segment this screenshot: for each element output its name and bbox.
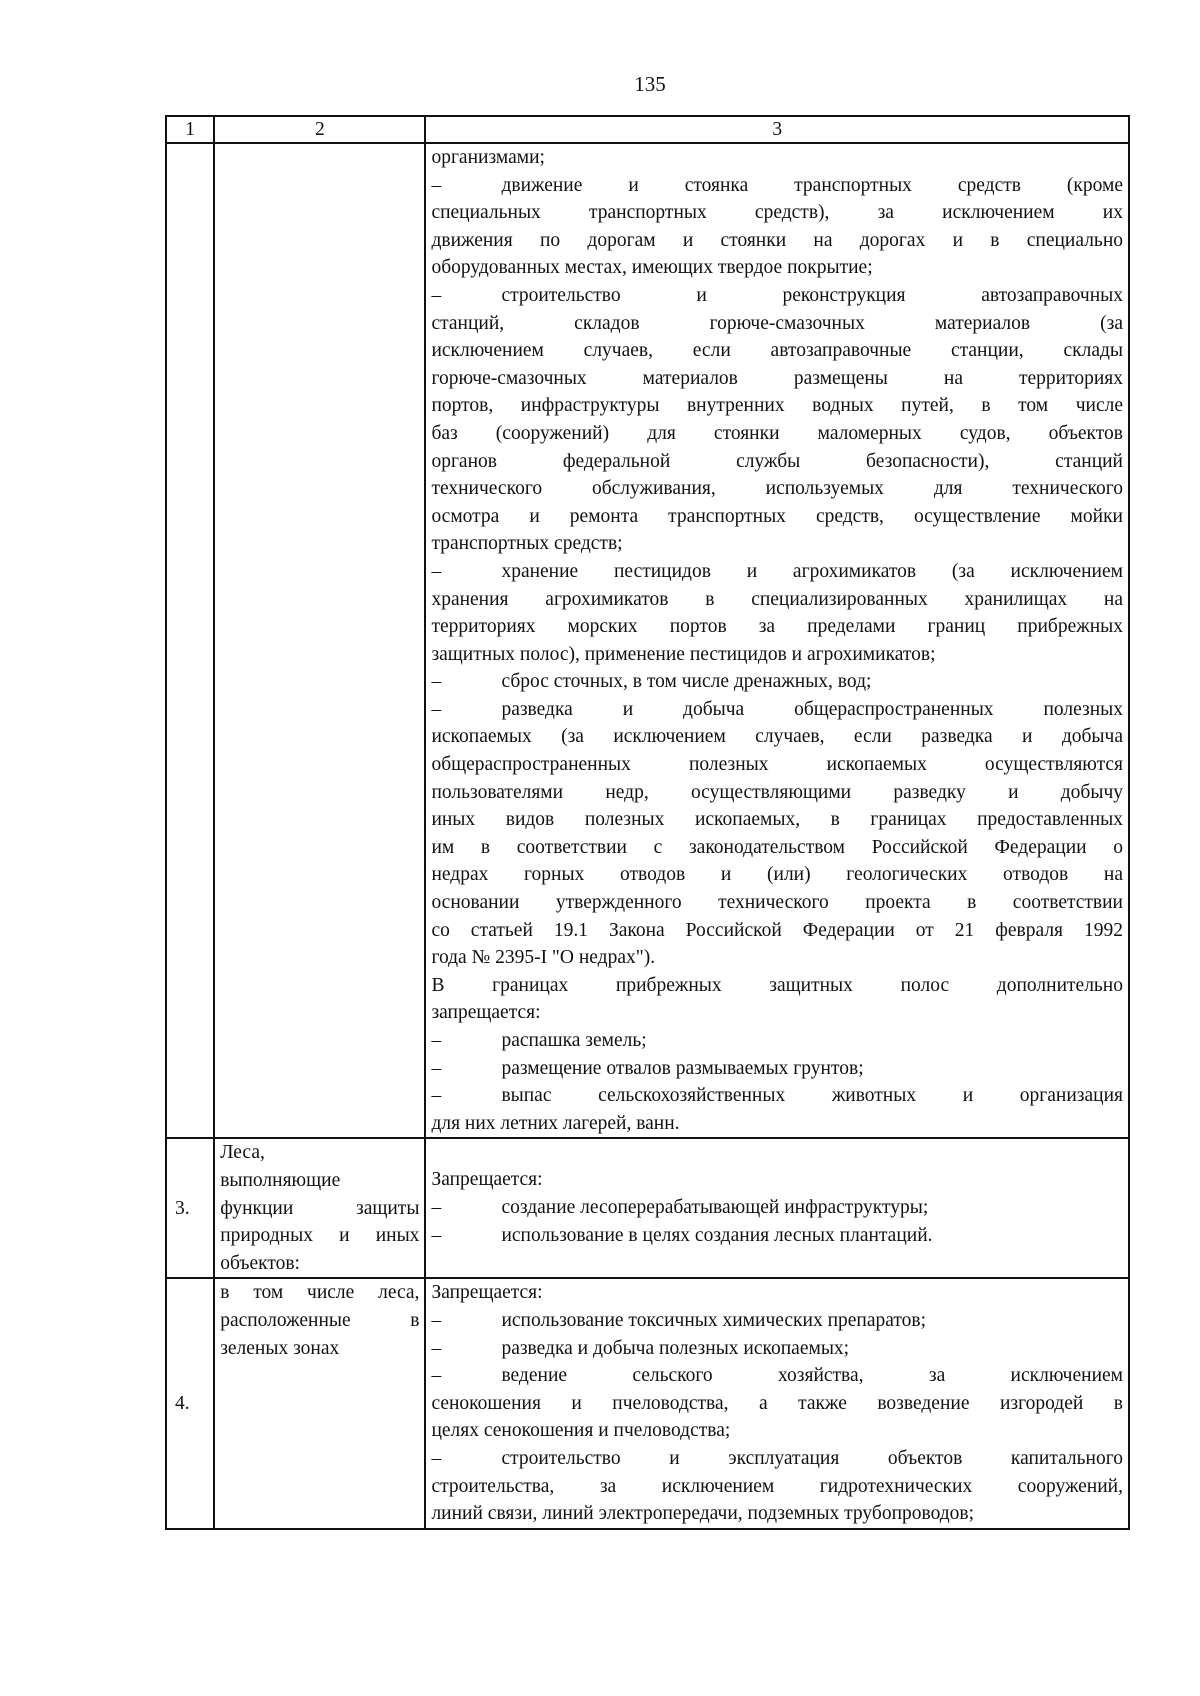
text-line: основании утвержденного технического проекта в соответствии bbox=[431, 892, 1123, 914]
name-line: природных и иных bbox=[220, 1225, 420, 1247]
text-line: пользователями недр, осуществляющими разведку и добычу bbox=[431, 781, 1123, 803]
table-row-continued bbox=[166, 143, 1129, 1138]
list-item-text: использование токсичных химических препаратов; bbox=[501, 1309, 927, 1331]
dash-marker: – bbox=[431, 698, 442, 720]
text-line: запрещается: bbox=[431, 1002, 541, 1024]
text-line: хранения агрохимикатов в специализированных хранилищах на bbox=[431, 588, 1123, 610]
list-item bbox=[431, 1307, 1123, 1335]
dash-marker: – bbox=[431, 1365, 442, 1387]
name-line: выполняющие bbox=[220, 1169, 341, 1191]
page-number: 135 bbox=[634, 72, 666, 96]
list-item bbox=[431, 1222, 1123, 1250]
text-line: движения по дорогам и стоянки на дорогах и в специально bbox=[431, 229, 1123, 251]
text-line: оборудованных местах, имеющих твердое покрытие; bbox=[431, 257, 873, 279]
list-item-text: выпас сельскохозяйственных животных и организация bbox=[501, 1085, 1123, 1107]
list-item bbox=[431, 1027, 1123, 1055]
name-line: функции защиты bbox=[220, 1197, 420, 1219]
row-cont-text bbox=[425, 143, 1129, 1138]
dash-marker: – bbox=[431, 1309, 442, 1331]
header-col-2: 2 bbox=[214, 116, 425, 143]
name-line: в том числе леса, bbox=[220, 1282, 420, 1304]
text-line: территориях морских портов за пределами границ прибрежных bbox=[431, 616, 1123, 638]
text-line: защитных полос), применение пестицидов и агрохимикатов; bbox=[431, 643, 936, 665]
list-item-text: использование в целях создания лесных плантаций. bbox=[501, 1224, 933, 1246]
text-line: общераспространенных полезных ископаемых осуществляются bbox=[431, 754, 1123, 776]
document-table bbox=[165, 115, 1130, 1530]
text-line: технического обслуживания, используемых для технического bbox=[431, 478, 1123, 500]
text-line: строительства, за исключением гидротехнических сооружений, bbox=[431, 1475, 1123, 1497]
list-item-text: ведение сельского хозяйства, за исключением bbox=[501, 1365, 1123, 1387]
text-line: им в соответствии с законодательством Российской Федерации о bbox=[431, 836, 1123, 858]
table-header-row bbox=[166, 116, 1129, 143]
list-item bbox=[431, 558, 1123, 586]
row-4-name bbox=[214, 1278, 425, 1528]
header-col-3: 3 bbox=[425, 116, 1129, 143]
dash-marker: – bbox=[431, 1030, 442, 1051]
dash-marker: – bbox=[431, 1085, 442, 1107]
text-line: целях сенокошения и пчеловодства; bbox=[431, 1420, 731, 1442]
text-line: баз (сооружений) для стоянки маломерных судов, объектов bbox=[431, 422, 1123, 444]
list-item bbox=[431, 1055, 1123, 1083]
list-item-text: движение и стоянка транспортных средств (кроме bbox=[501, 174, 1123, 196]
text-line: исключением случаев, если автозаправочные станции, склады bbox=[431, 340, 1123, 362]
list-item bbox=[431, 1335, 1123, 1363]
text-line: организмами; bbox=[431, 147, 545, 168]
header-col-1: 1 bbox=[166, 116, 214, 143]
list-item-text: размещение отвалов размываемых грунтов; bbox=[501, 1057, 864, 1079]
text-line: Запрещается: bbox=[431, 1282, 543, 1304]
list-item bbox=[431, 1082, 1123, 1110]
list-item-text: хранение пестицидов и агрохимикатов (за исключением bbox=[501, 560, 1123, 582]
text-line: иных видов полезных ископаемых, в границах предоставленных bbox=[431, 809, 1123, 831]
name-line: расположенные в bbox=[220, 1309, 420, 1331]
list-item bbox=[431, 1194, 1123, 1222]
name-line: Леса, bbox=[220, 1142, 265, 1164]
list-item-text: разведка и добыча полезных ископаемых; bbox=[501, 1337, 850, 1359]
dash-marker: – bbox=[431, 671, 442, 693]
text-line: осмотра и ремонта транспортных средств, осуществление мойки bbox=[431, 505, 1123, 527]
text-line: недрах горных отводов и (или) геологических отводов на bbox=[431, 864, 1123, 886]
text-line: линий связи, линий электропередачи, подземных трубопроводов; bbox=[431, 1503, 975, 1525]
text-line: для них летних лагерей, ванн. bbox=[431, 1112, 680, 1134]
text-line: сенокошения и пчеловодства, а также возведение изгородей в bbox=[431, 1392, 1123, 1414]
row-3-name bbox=[214, 1138, 425, 1278]
list-item-text: строительство и эксплуатация объектов капитального bbox=[501, 1447, 1123, 1469]
text-line: ископаемых (за исключением случаев, если разведка и добыча bbox=[431, 726, 1123, 748]
row-cont-num bbox=[166, 143, 214, 1138]
table-row-4 bbox=[166, 1278, 1129, 1528]
text-line: года № 2395-I "О недрах"). bbox=[431, 947, 656, 969]
text-line: специальных транспортных средств), за исключением их bbox=[431, 202, 1123, 224]
dash-marker: – bbox=[431, 1447, 442, 1469]
text-line: станций, складов горюче-смазочных материалов (за bbox=[431, 312, 1123, 334]
dash-marker: – bbox=[431, 174, 442, 196]
text-line: со статьей 19.1 Закона Российской Федерации от 21 февраля 1992 bbox=[431, 919, 1123, 941]
row-4-text bbox=[425, 1278, 1129, 1528]
text-line: горюче-смазочных материалов размещены на территориях bbox=[431, 367, 1123, 389]
name-line: зеленых зонах bbox=[220, 1337, 340, 1359]
list-item-text: создание лесоперерабатывающей инфраструктуры; bbox=[501, 1196, 929, 1218]
dash-marker: – bbox=[431, 1196, 442, 1218]
name-line: объектов: bbox=[220, 1252, 300, 1274]
list-item-text: распашка земель; bbox=[501, 1030, 647, 1051]
text-line: транспортных средств; bbox=[431, 533, 623, 555]
text-line: В границах прибрежных защитных полос дополнительно bbox=[431, 974, 1123, 996]
list-item bbox=[431, 696, 1123, 724]
list-item-text: строительство и реконструкция автозаправочных bbox=[501, 284, 1123, 306]
text-line: органов федеральной службы безопасности), станций bbox=[431, 450, 1123, 472]
list-item bbox=[431, 1362, 1123, 1390]
row-cont-name bbox=[214, 143, 425, 1138]
list-item bbox=[431, 1445, 1123, 1473]
row-3-num: 3. bbox=[166, 1138, 214, 1278]
dash-marker: – bbox=[431, 1337, 442, 1359]
text-line: Запрещается: bbox=[431, 1169, 543, 1191]
row-4-num: 4. bbox=[166, 1278, 214, 1528]
row-3-text bbox=[425, 1138, 1129, 1278]
list-item bbox=[431, 172, 1123, 200]
dash-marker: – bbox=[431, 1057, 442, 1079]
list-item-text: сброс сточных, в том числе дренажных, вод; bbox=[501, 671, 872, 693]
list-item bbox=[431, 668, 1123, 696]
list-item-text: разведка и добыча общераспространенных полезных bbox=[501, 698, 1123, 720]
dash-marker: – bbox=[431, 560, 442, 582]
dash-marker: – bbox=[431, 1224, 442, 1246]
list-item bbox=[431, 282, 1123, 310]
table-row-3 bbox=[166, 1138, 1129, 1278]
text-line: портов, инфраструктуры внутренних водных путей, в том числе bbox=[431, 395, 1123, 417]
dash-marker: – bbox=[431, 284, 442, 306]
